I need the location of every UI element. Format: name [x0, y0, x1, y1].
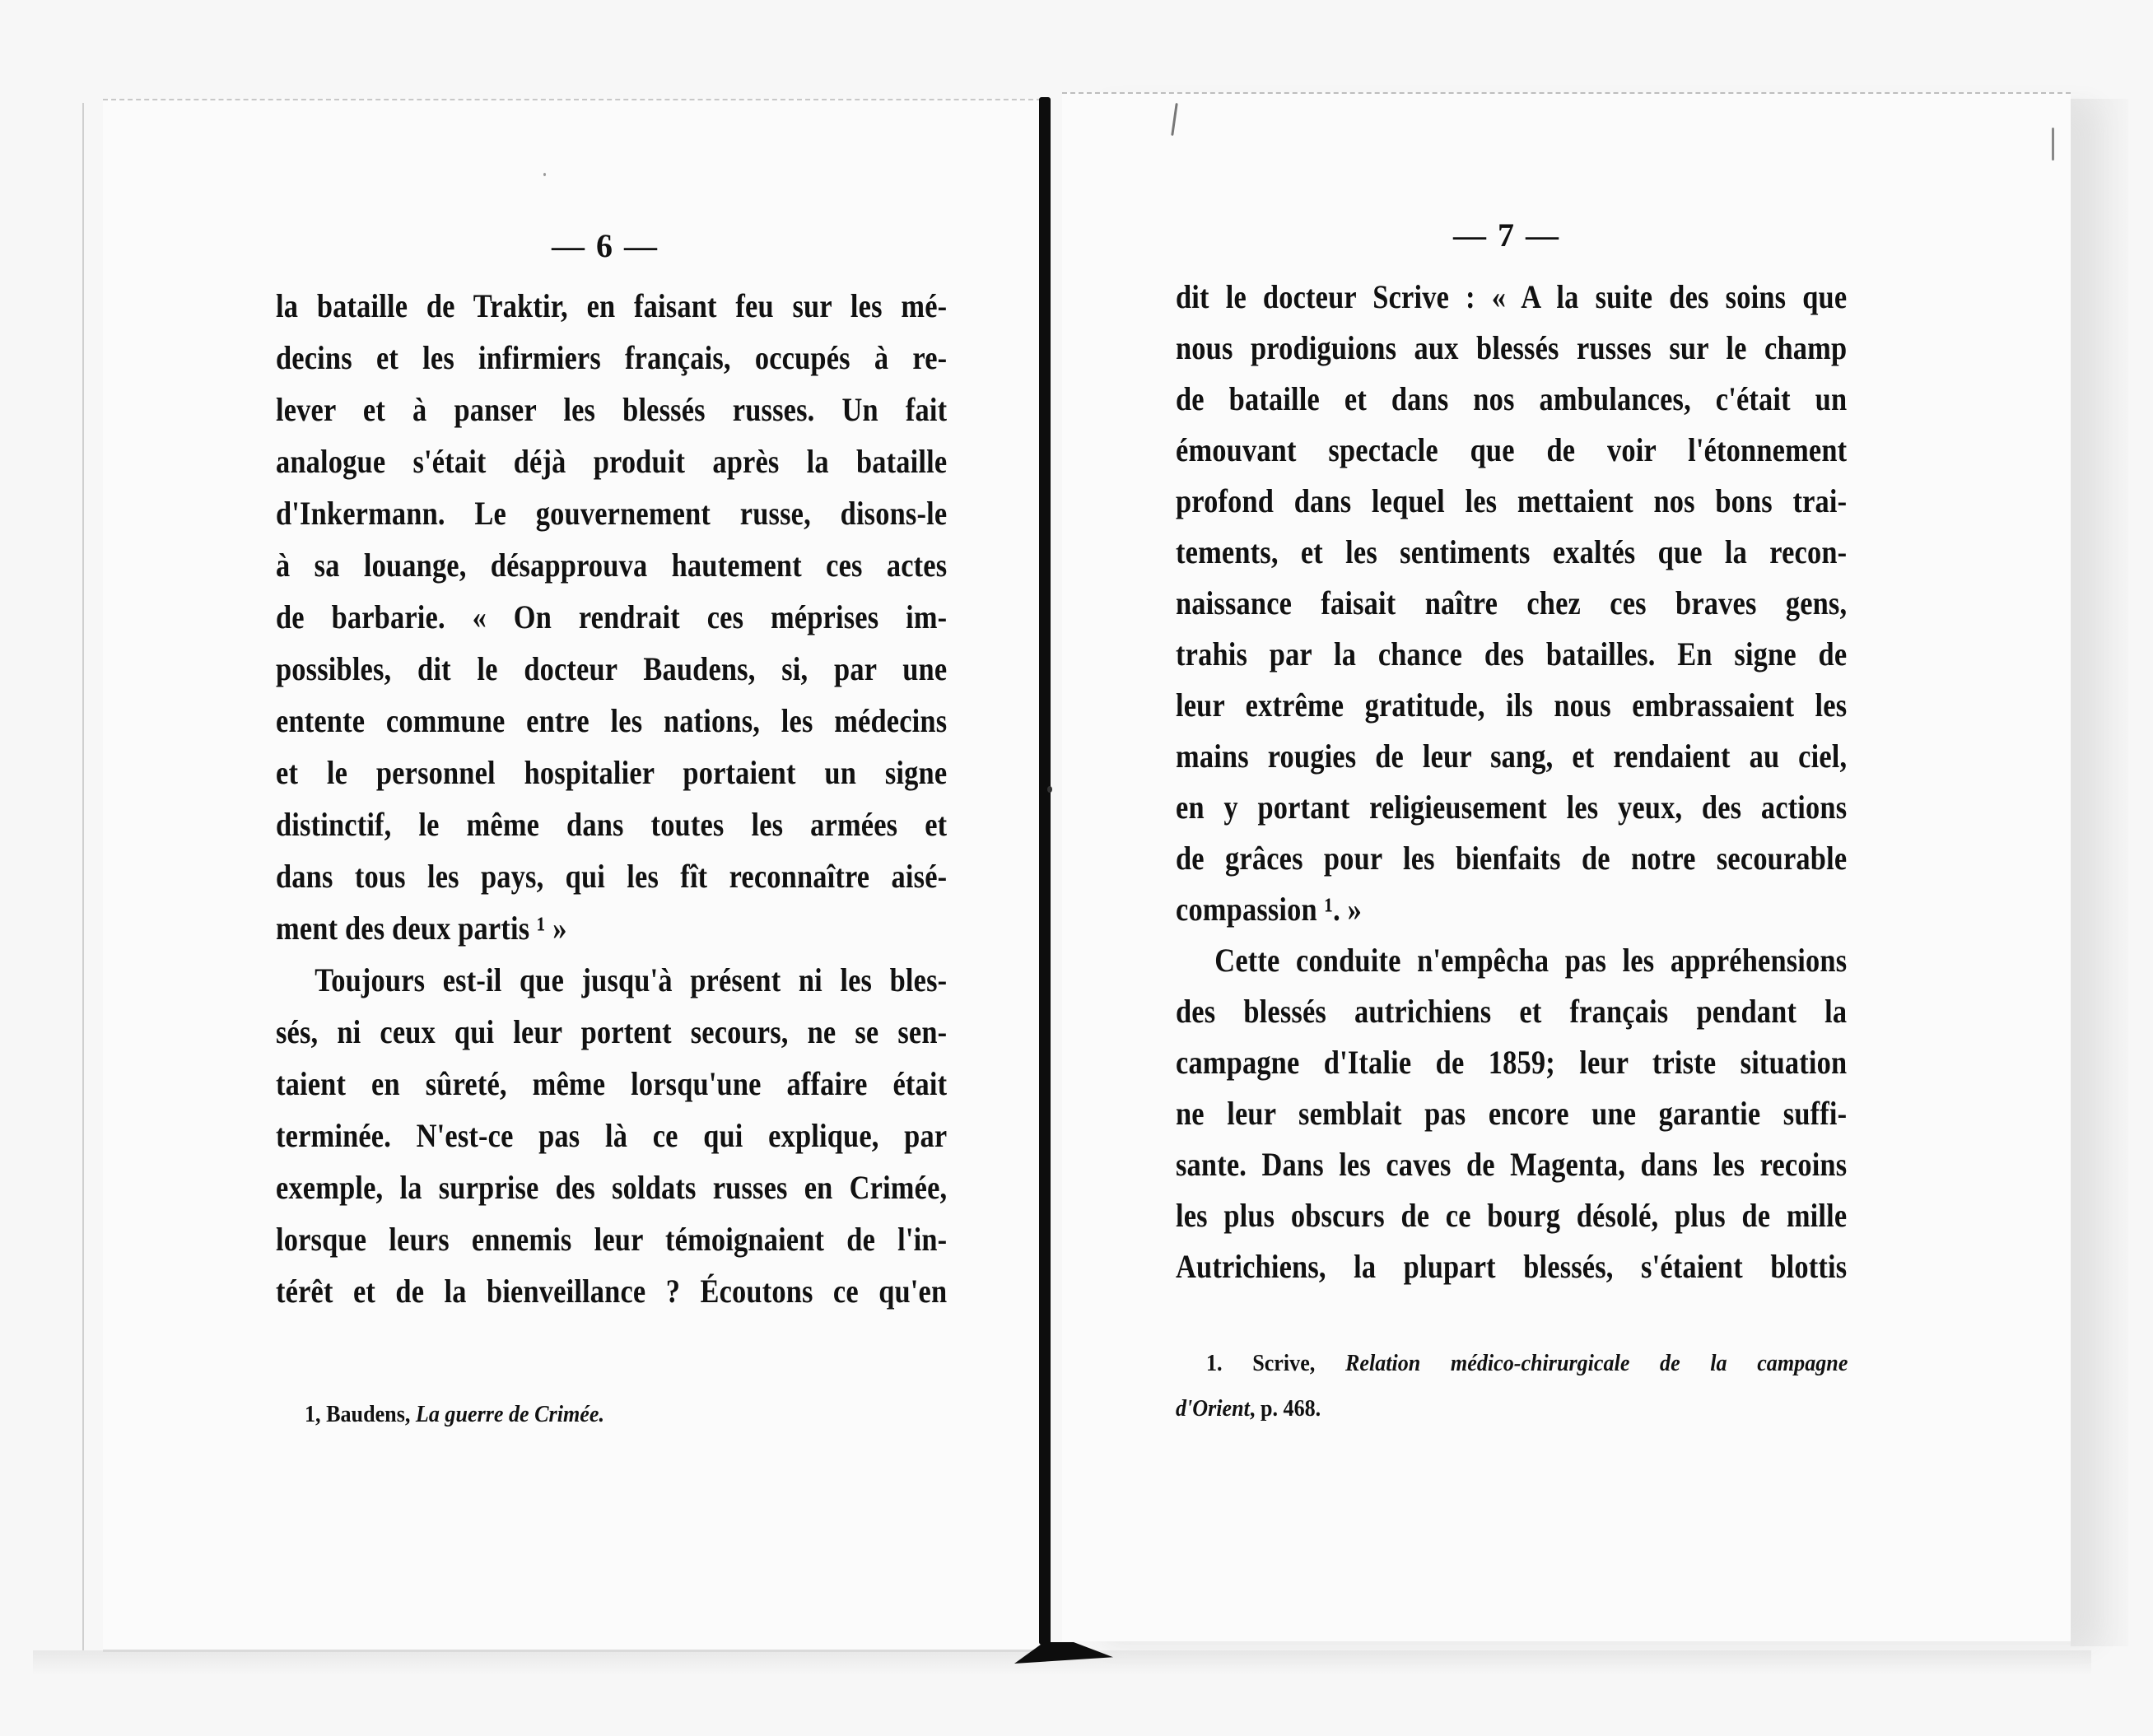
text-line: dans tous les pays, qui les fît reconnaître aisé- — [276, 858, 948, 895]
text-line: dit le docteur Scrive : « A la suite des soins que — [1176, 278, 1848, 315]
footnote-number: 1, — [305, 1401, 321, 1427]
text-line: compassion ¹. » — [1176, 891, 1363, 928]
text-line: analogue s'était déjà produit après la bataille — [276, 443, 948, 480]
page-number-left: — 6 — — [552, 227, 659, 264]
footnote-title: La guerre de Crimée. — [415, 1401, 604, 1427]
text-line: la bataille de Traktir, en faisant feu sur les mé- — [276, 287, 948, 324]
right-page-body — [1176, 272, 1847, 1292]
text-line: sés, ni ceux qui leur portent secours, ne se sen- — [276, 1013, 948, 1050]
text-line: térêt et de la bienveillance ? Écoutons ce qu'en — [276, 1273, 948, 1310]
text-line: profond dans lequel les mettaient nos bons trai- — [1176, 482, 1848, 519]
scan-speck — [1047, 786, 1052, 793]
text-line: sante. Dans les caves de Magenta, dans les recoins — [1176, 1146, 1848, 1183]
scan-speck — [543, 173, 546, 176]
footnote-author: Baudens, — [326, 1401, 411, 1427]
left-page-body — [276, 280, 947, 1317]
text-line: Toujours est-il que jusqu'à présent ni les bles- — [315, 961, 948, 998]
footnote-title: Relation médico-chirurgicale de la campagne — [1344, 1350, 1848, 1376]
text-line: ment des deux partis ¹ » — [276, 910, 567, 947]
text-line: nous prodiguions aux blessés russes sur le champ — [1176, 329, 1848, 366]
scan-mark — [2052, 128, 2054, 161]
footnote-right-line-2 — [1176, 1395, 1321, 1422]
text-line: mains rougies de leur sang, et rendaient au ciel, — [1176, 738, 1848, 775]
text-line: Autrichiens, la plupart blessés, s'étaient blottis — [1176, 1248, 1848, 1285]
text-line: des blessés autrichiens et français pendant la — [1176, 993, 1848, 1030]
text-line: de bataille et dans nos ambulances, c'était un — [1176, 380, 1848, 417]
text-line: campagne d'Italie de 1859; leur triste situation — [1176, 1044, 1848, 1081]
text-line: d'Inkermann. Le gouvernement russe, disons-le — [276, 495, 948, 532]
text-line: decins et les infirmiers français, occupés à re- — [276, 339, 948, 376]
text-line: ne leur semblait pas encore une garantie suffi- — [1176, 1095, 1848, 1132]
footnote-number: 1. — [1206, 1350, 1223, 1376]
page-edges-right — [2071, 99, 2128, 1646]
footnote-author: Scrive, — [1252, 1350, 1316, 1376]
page-number-right: — 7 — — [1453, 216, 1560, 254]
text-line: de barbarie. « On rendrait ces méprises im- — [276, 598, 948, 635]
text-line: en y portant religieusement les yeux, des actions — [1176, 789, 1848, 826]
text-line: lorsque leurs ennemis leur témoignaient de l'in- — [276, 1221, 948, 1258]
book-spine — [1039, 97, 1051, 1645]
text-line: tements, et les sentiments exaltés que la recon- — [1176, 533, 1848, 570]
footnote-right-line-1 — [1206, 1350, 1848, 1377]
text-line: distinctif, le même dans toutes les armées et — [276, 806, 948, 843]
text-line: possibles, dit le docteur Baudens, si, par une — [276, 650, 948, 687]
text-line: émouvant spectacle que de voir l'étonnement — [1176, 431, 1848, 468]
text-line: Cette conduite n'empêcha pas les appréhensions — [1214, 942, 1848, 979]
text-line: trahis par la chance des batailles. En signe de — [1176, 635, 1848, 673]
text-line: lever et à panser les blessés russes. Un fait — [276, 391, 948, 428]
text-line: entente commune entre les nations, les médecins — [276, 702, 948, 739]
footnote-title-continued: d'Orient — [1176, 1395, 1250, 1422]
text-line: les plus obscurs de ce bourg désolé, plus de mille — [1176, 1197, 1848, 1234]
text-line: à sa louange, désapprouva hautement ces actes — [276, 547, 948, 584]
text-line: naissance faisait naître chez ces braves gens, — [1176, 584, 1848, 621]
text-line: terminée. N'est-ce pas là ce qui explique, par — [276, 1117, 948, 1154]
text-line: taient en sûreté, même lorsqu'une affaire était — [276, 1065, 948, 1102]
text-line: de grâces pour les bienfaits de notre secourable — [1176, 840, 1848, 877]
text-line: leur extrême gratitude, ils nous embrassaient les — [1176, 686, 1848, 724]
footnote-page-ref: , p. 468. — [1249, 1395, 1321, 1422]
footnote-left — [305, 1401, 604, 1428]
text-line: et le personnel hospitalier portaient un signe — [276, 754, 948, 791]
text-line: exemple, la surprise des soldats russes en Crimée, — [276, 1169, 948, 1206]
